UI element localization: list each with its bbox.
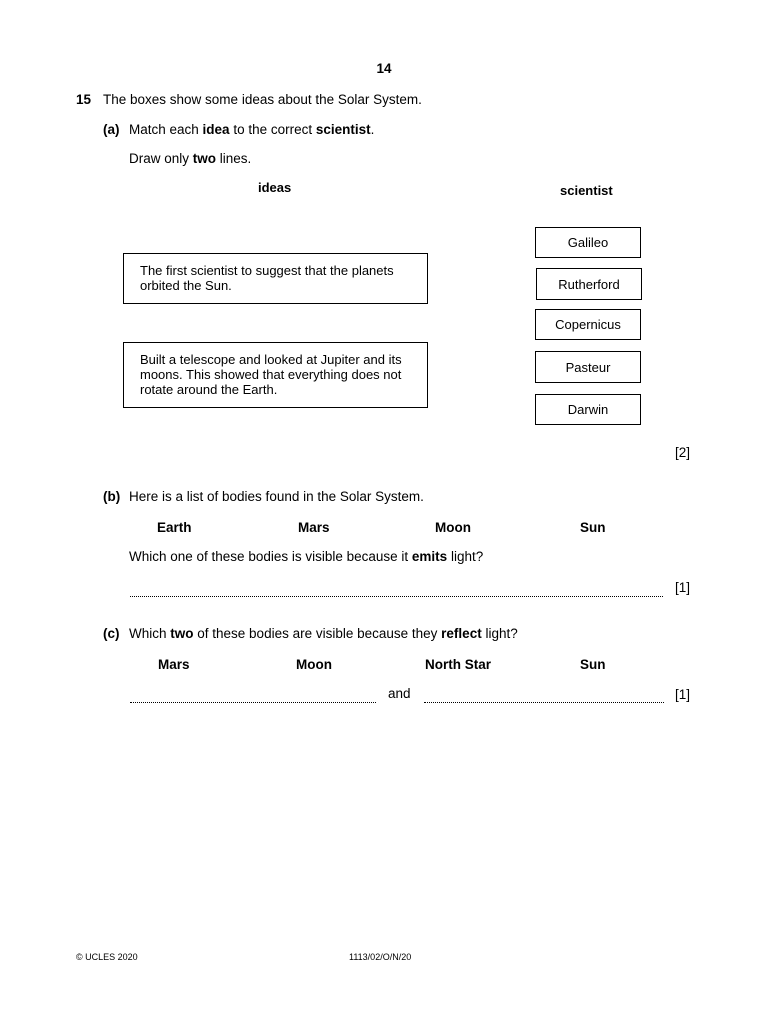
body-sun: Sun bbox=[580, 520, 606, 535]
scientist-box-copernicus bbox=[535, 309, 641, 340]
body-earth: Earth bbox=[157, 520, 192, 535]
idea-text-line: rotate around the Earth. bbox=[140, 382, 278, 397]
part-c-question bbox=[129, 626, 518, 641]
instruction-text: Match each bbox=[129, 122, 203, 137]
scientist-heading: scientist bbox=[560, 183, 613, 198]
instruction-bold-idea: idea bbox=[202, 122, 230, 137]
answer-line-c-second[interactable] bbox=[424, 702, 664, 703]
question-bold-two: two bbox=[170, 626, 194, 641]
question-text: light? bbox=[481, 626, 518, 641]
idea-text-line: Built a telescope and looked at Jupiter and its bbox=[140, 352, 402, 367]
scientist-box-pasteur bbox=[535, 351, 641, 383]
part-b-label: (b) bbox=[103, 489, 121, 504]
question-text: light? bbox=[447, 549, 484, 564]
part-a-label: (a) bbox=[103, 122, 120, 137]
idea-box-2 bbox=[123, 342, 428, 408]
scientist-name: Copernicus bbox=[555, 317, 621, 332]
body-north-star: North Star bbox=[425, 657, 492, 672]
part-a-instruction bbox=[129, 122, 374, 137]
part-c-label: (c) bbox=[103, 626, 120, 641]
answer-line-b[interactable] bbox=[130, 596, 663, 597]
scientist-box-darwin bbox=[535, 394, 641, 425]
part-b-marks: [1] bbox=[675, 580, 691, 595]
body-sun: Sun bbox=[580, 657, 606, 672]
body-mars: Mars bbox=[158, 657, 190, 672]
part-b-intro: Here is a list of bodies found in the Solar System. bbox=[129, 489, 424, 504]
idea-text-line: The first scientist to suggest that the planets bbox=[140, 263, 394, 278]
body-moon: Moon bbox=[296, 657, 332, 672]
question-intro: The boxes show some ideas about the Solar System. bbox=[103, 92, 422, 107]
and-word: and bbox=[388, 686, 411, 701]
question-number: 15 bbox=[76, 92, 92, 107]
question-bold-reflect: reflect bbox=[441, 626, 482, 641]
instruction-bold-two: two bbox=[192, 151, 217, 166]
scientist-name: Rutherford bbox=[558, 276, 620, 292]
scientist-name: Galileo bbox=[567, 235, 609, 250]
idea-text-line: orbited the Sun. bbox=[140, 278, 232, 293]
part-a-marks: [2] bbox=[675, 445, 691, 460]
scientist-box-galileo bbox=[535, 227, 641, 258]
question-text: of these bodies are visible because they bbox=[193, 626, 442, 641]
idea-text-line: moons. This showed that everything does not bbox=[140, 367, 402, 382]
scientist-name: Pasteur bbox=[565, 359, 611, 375]
instruction-text: to the correct bbox=[229, 122, 316, 137]
question-text: Which bbox=[129, 626, 171, 641]
page-number: 14 bbox=[376, 61, 392, 76]
question-bold-emits: emits bbox=[411, 549, 448, 564]
footer-code: 1113/02/O/N/20 bbox=[349, 952, 412, 962]
instruction-text: Draw only bbox=[129, 151, 193, 166]
body-mars: Mars bbox=[298, 520, 330, 535]
scientist-box-rutherford bbox=[536, 268, 642, 300]
part-c-marks: [1] bbox=[675, 687, 691, 702]
answer-line-c-first[interactable] bbox=[130, 702, 376, 703]
instruction-text: . bbox=[370, 122, 375, 137]
question-text: Which one of these bodies is visible because it bbox=[129, 549, 412, 564]
instruction-text: lines. bbox=[216, 151, 252, 166]
idea-box-1 bbox=[123, 253, 428, 304]
draw-lines-instruction bbox=[129, 151, 251, 166]
scientist-name: Darwin bbox=[567, 402, 609, 417]
part-b-question bbox=[129, 549, 483, 564]
footer-copyright: © UCLES 2020 bbox=[76, 952, 138, 962]
ideas-heading: ideas bbox=[258, 180, 292, 195]
body-moon: Moon bbox=[435, 520, 471, 535]
instruction-bold-scientist: scientist bbox=[315, 122, 371, 137]
